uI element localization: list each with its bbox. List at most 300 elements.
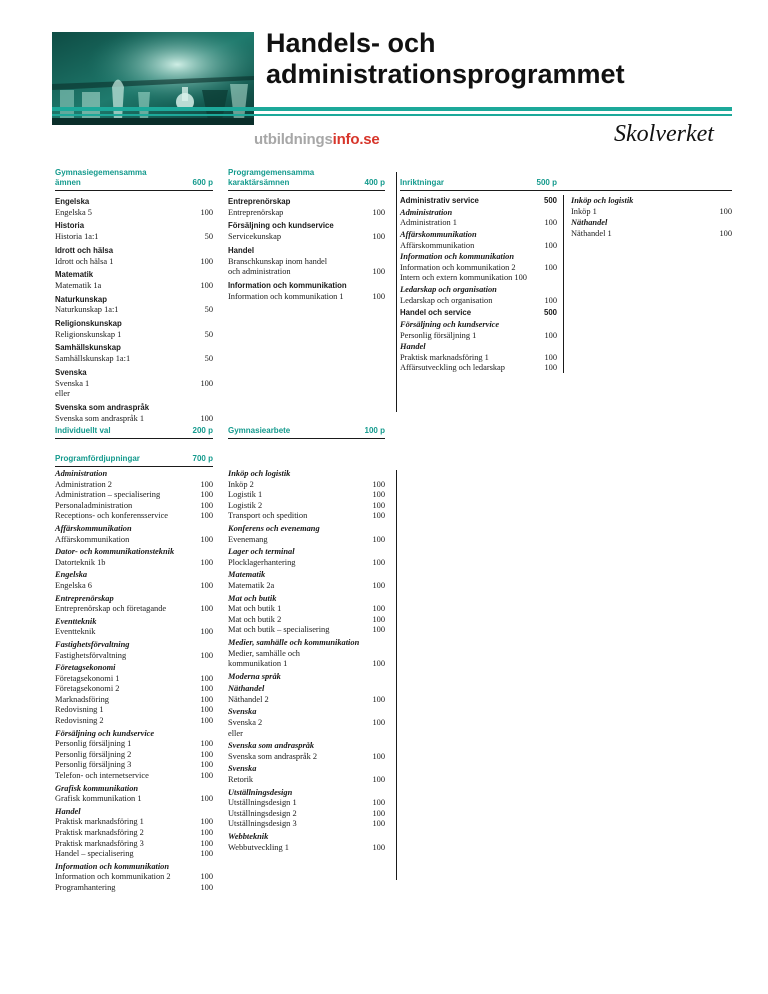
course-points: 100 [200, 760, 213, 770]
course-points: 100 [372, 479, 385, 489]
course-row [55, 849, 213, 860]
course-name: Servicekunskap [228, 232, 282, 242]
subject-title: Matematik [228, 570, 266, 580]
track-name: Administrativ service [400, 196, 479, 205]
agency-logo: Skolverket [614, 121, 714, 147]
course-name: och administration [228, 267, 291, 277]
course-points: 100 [200, 817, 213, 827]
course-name: Intern och extern kommunikation 100 [400, 273, 527, 283]
subject-title: Försäljning och kundservice [228, 221, 334, 231]
inriktningar-column-1 [400, 196, 557, 374]
course-name: Utställningsdesign 3 [228, 819, 297, 829]
course-points: 100 [719, 206, 732, 216]
course-name: Svenska som andraspråk 1 [55, 413, 145, 423]
course-row [228, 511, 385, 522]
course-points: 100 [372, 580, 385, 590]
course-row [400, 241, 557, 252]
course-name: Inköp 1 [571, 206, 597, 216]
inriktningar-column-2 [571, 196, 732, 239]
subject-group [55, 862, 213, 894]
course-name: Naturkunskap 1a:1 [55, 305, 119, 315]
subject-title: Eventteknik [55, 616, 97, 626]
subject-title: Inköp och logistik [571, 196, 634, 205]
course-row [55, 490, 213, 501]
accent-rule-top [52, 107, 732, 111]
section-title: Gymnasiegemensamma [55, 168, 147, 177]
section-points: 500 p [536, 178, 557, 187]
track-points: 500 [543, 196, 557, 205]
track-name: Handel och service [400, 308, 472, 318]
section-programfordjupningar [55, 454, 213, 467]
page-title [266, 28, 625, 90]
course-row [228, 208, 385, 219]
course-name: Samhällskunskap 1a:1 [55, 354, 131, 364]
subject-title: Företagsekonomi [55, 663, 116, 673]
course-name: Webbutveckling 1 [228, 842, 289, 852]
course-row [228, 819, 385, 830]
subject-title: Fastighetsförvaltning [55, 639, 130, 649]
course-points: 100 [200, 557, 213, 567]
course-row [55, 760, 213, 771]
subject-group [55, 295, 213, 316]
section-title-line2: karaktärsämnen [228, 178, 290, 187]
course-name: Administration – specialisering [55, 490, 161, 500]
course-points: 100 [200, 849, 213, 859]
subject-title: Administration [55, 469, 108, 478]
course-row [55, 581, 213, 592]
course-points: 100 [544, 218, 557, 228]
course-row [228, 257, 385, 268]
course-points: 50 [204, 305, 213, 315]
subject-title: Entreprenörskap [228, 197, 291, 206]
course-name: Programhantering [55, 882, 116, 892]
course-name: Idrott och hälsa 1 [55, 256, 114, 266]
track-title [400, 308, 557, 319]
course-row [228, 535, 385, 546]
course-row [400, 263, 557, 274]
section-header [55, 426, 213, 439]
course-name: Retorik [228, 775, 254, 785]
course-row [55, 257, 213, 268]
subject-title: Affärskommunikation [400, 229, 477, 239]
course-name: Personlig försäljning 1 [55, 739, 132, 749]
section-title: Inriktningar [400, 178, 445, 187]
course-points: 100 [372, 267, 385, 277]
course-row [228, 625, 385, 636]
course-name: Mat och butik 2 [228, 614, 282, 624]
subject-group [55, 246, 213, 267]
course-row [400, 273, 557, 284]
brand-logo-part1: utbildnings [254, 131, 333, 148]
course-points: 100 [372, 490, 385, 500]
subject-group [228, 832, 385, 853]
course-name: Svenska 1 [55, 378, 90, 388]
course-row [228, 232, 385, 243]
brand-logo [254, 131, 380, 148]
course-name: Historia 1a:1 [55, 232, 99, 242]
subject-group [228, 741, 385, 762]
course-name: Utställningsdesign 1 [228, 798, 297, 808]
subject-group [55, 524, 213, 545]
subject-group [228, 570, 385, 591]
course-row [228, 558, 385, 569]
course-points: 100 [200, 490, 213, 500]
course-points: 100 [544, 352, 557, 362]
course-row [228, 267, 385, 278]
course-name: Entreprenörskap och företagande [55, 604, 167, 614]
course-name: Branschkunskap inom handel [228, 256, 328, 266]
course-row [228, 581, 385, 592]
subject-title: Ledarskap och organisation [400, 284, 497, 294]
subject-title: Information och kommunikation [400, 252, 515, 262]
course-points: 100 [200, 207, 213, 217]
course-row [55, 684, 213, 695]
subject-title: Medier, samhälle och kommunikation [228, 637, 360, 647]
subject-group [228, 221, 385, 242]
course-points: 100 [200, 580, 213, 590]
subject-title: Moderna språk [228, 671, 281, 681]
section-header [400, 168, 732, 191]
course-name: Näthandel 2 [228, 694, 269, 704]
subject-title: Engelska [55, 570, 88, 580]
course-row [228, 490, 385, 501]
subject-group [55, 570, 213, 591]
course-row [55, 389, 213, 400]
course-points: 100 [544, 363, 557, 373]
section-programgemensamma [228, 168, 385, 305]
course-points: 100 [200, 604, 213, 614]
course-row [55, 501, 213, 512]
subject-group [55, 784, 213, 805]
course-name: Affärskommunikation [400, 240, 475, 250]
subject-group [228, 547, 385, 568]
section-points: 200 p [192, 426, 213, 435]
course-row [55, 604, 213, 615]
subject-title: Matematik [55, 270, 94, 280]
course-name: Ledarskap och organisation [400, 295, 493, 305]
course-name: Datorteknik 1b [55, 557, 106, 567]
course-points: 50 [204, 354, 213, 364]
subject-title: Naturkunskap [55, 294, 107, 304]
course-name: Mat och butik – specialisering [228, 625, 330, 635]
section-header [55, 454, 213, 467]
subject-group [228, 764, 385, 785]
column-divider [563, 195, 564, 373]
course-row [55, 535, 213, 546]
course-points: 100 [544, 262, 557, 272]
course-row [228, 659, 385, 670]
course-name: Eventteknik [55, 627, 96, 637]
course-name: Mat och butik 1 [228, 604, 282, 614]
course-row [228, 843, 385, 854]
subject-group [228, 246, 385, 278]
course-points: 100 [372, 207, 385, 217]
section-points: 700 p [192, 454, 213, 463]
course-name: Praktisk marknadsföring 2 [55, 828, 144, 837]
course-points: 100 [544, 330, 557, 340]
course-points: 100 [200, 650, 213, 660]
section-title: Individuellt val [55, 426, 111, 435]
course-row [55, 651, 213, 662]
course-points: 100 [372, 232, 385, 242]
course-name: Praktisk marknadsföring 1 [55, 817, 144, 827]
course-row [55, 872, 213, 883]
course-points: 100 [372, 842, 385, 852]
course-row [228, 798, 385, 809]
course-points: 100 [719, 228, 732, 238]
subject-title: Svenska som andraspråk [228, 741, 315, 751]
course-row [55, 414, 213, 425]
course-points: 100 [200, 378, 213, 388]
course-row [228, 501, 385, 512]
glassware-photo [52, 32, 254, 125]
course-name: Affärsutveckling och ledarskap [400, 363, 505, 373]
header-photo [52, 32, 254, 125]
section-header [55, 168, 213, 191]
subject-group [55, 594, 213, 615]
course-points: 100 [372, 819, 385, 829]
subject-group [55, 343, 213, 364]
course-name: Handel – specialisering [55, 849, 134, 859]
section-body [228, 197, 385, 302]
course-name: Administration 2 [55, 479, 112, 489]
course-name: Medier, samhälle och [228, 648, 300, 658]
course-row [55, 627, 213, 638]
course-name: Information och kommunikation 1 [228, 291, 344, 301]
course-row [228, 695, 385, 706]
course-points: 100 [372, 500, 385, 510]
course-name: Plocklagerhantering [228, 557, 296, 567]
course-name: eller [55, 389, 70, 399]
course-row [55, 739, 213, 750]
course-row [228, 718, 385, 729]
course-row [400, 353, 557, 364]
fordjupning-column-1 [55, 469, 213, 896]
course-points: 100 [372, 718, 385, 728]
subject-group [55, 640, 213, 661]
course-row [55, 305, 213, 316]
subject-title: Religionskunskap [55, 318, 122, 328]
course-points: 100 [200, 838, 213, 848]
course-name: Administration 1 [400, 218, 457, 228]
course-points: 100 [200, 705, 213, 715]
course-points: 100 [372, 659, 385, 669]
course-name: Personaladministration [55, 500, 133, 510]
course-row [228, 604, 385, 615]
course-points: 100 [372, 808, 385, 818]
subject-group [55, 547, 213, 568]
section-individuellt-val [55, 426, 213, 439]
subject-title: Handel [228, 245, 254, 255]
course-points: 100 [200, 479, 213, 489]
subject-title: Svenska [55, 367, 87, 377]
section-title: Programfördjupningar [55, 454, 140, 463]
subject-title: Konferens och evenemang [228, 523, 320, 533]
subject-title: Information och kommunikation [55, 861, 170, 871]
course-name: Affärskommunikation [55, 534, 130, 544]
course-points: 100 [372, 614, 385, 624]
page-title-line2: administrationsprogrammet [266, 59, 625, 89]
subject-title: Försäljning och kundservice [400, 319, 500, 329]
subject-title: Information och kommunikation [228, 280, 347, 290]
course-points: 100 [544, 240, 557, 250]
course-name: Religionskunskap 1 [55, 329, 122, 339]
course-name: Näthandel 1 [571, 228, 612, 238]
course-name: Personlig försäljning 3 [55, 760, 132, 770]
course-row [55, 716, 213, 727]
course-points: 100 [372, 694, 385, 704]
course-points: 100 [372, 534, 385, 544]
course-name: Engelska 6 [55, 580, 92, 590]
subject-group [228, 197, 385, 218]
course-points: 100 [200, 627, 213, 637]
course-points: 100 [200, 673, 213, 683]
course-points: 100 [200, 500, 213, 510]
section-points: 400 p [364, 178, 385, 187]
subject-title: Inköp och logistik [228, 469, 291, 478]
subject-group [55, 617, 213, 638]
course-name: Marknadsföring [55, 694, 109, 704]
fordjupning-column-2 [228, 469, 385, 855]
course-row [55, 330, 213, 341]
subject-title: Utställningsdesign [228, 787, 293, 797]
course-name: Praktisk marknadsföring 1 [400, 352, 489, 362]
subject-title: Svenska [228, 707, 257, 717]
subject-group [55, 807, 213, 860]
course-row [228, 809, 385, 820]
section-points: 600 p [192, 178, 213, 187]
course-row [228, 649, 385, 660]
course-points: 100 [200, 534, 213, 544]
track-points: 500 [543, 308, 557, 318]
accent-rule-bottom [52, 114, 732, 116]
course-name: Matematik 1a [55, 280, 102, 290]
course-points: 100 [200, 739, 213, 749]
course-row [228, 752, 385, 763]
course-name: Personlig försäljning 2 [55, 749, 132, 759]
subject-group [55, 319, 213, 340]
subject-group [55, 197, 213, 218]
course-name: Logistik 2 [228, 500, 263, 510]
subject-group [228, 707, 385, 739]
course-row [55, 883, 213, 894]
course-name: Telefon- och internetservice [55, 771, 149, 781]
course-points: 100 [200, 794, 213, 804]
course-row [55, 379, 213, 390]
subject-title: Näthandel [228, 684, 265, 694]
course-row [55, 750, 213, 761]
course-name: Företagsekonomi 1 [55, 673, 120, 683]
course-row [400, 296, 557, 307]
course-points: 100 [200, 413, 213, 423]
course-row [55, 839, 213, 850]
course-name: Personlig försäljning 1 [400, 330, 477, 340]
course-points: 100 [372, 751, 385, 761]
course-row [55, 511, 213, 522]
subject-title: Svenska som andraspråk [55, 402, 150, 412]
subject-group [228, 788, 385, 830]
course-name: Engelska 5 [55, 207, 92, 217]
brand-logo-part2: info.se [332, 131, 380, 148]
course-name: Receptions- och konferensservice [55, 511, 169, 521]
subject-group [55, 368, 213, 400]
course-name: Företagsekonomi 2 [55, 684, 120, 694]
subject-group [55, 469, 213, 522]
course-name: Transport och spedition [228, 511, 308, 521]
subject-title: Historia [55, 221, 85, 231]
subject-group [228, 524, 385, 545]
course-points: 100 [200, 882, 213, 892]
subject-title: Webbteknik [228, 832, 269, 841]
section-title: Programgemensamma [228, 168, 315, 177]
subject-title: Entreprenörskap [55, 593, 114, 603]
subject-title: Idrott och hälsa [55, 245, 114, 255]
course-row [55, 705, 213, 716]
course-row [228, 480, 385, 491]
course-row [55, 354, 213, 365]
subject-title: Grafisk kommunikation [55, 783, 139, 793]
course-row [55, 695, 213, 706]
course-name: Information och kommunikation 2 [400, 262, 516, 272]
course-row [228, 775, 385, 786]
section-header [228, 168, 385, 191]
course-name: Utställningsdesign 2 [228, 808, 297, 818]
course-points: 100 [200, 828, 213, 837]
subject-title: Näthandel [571, 218, 608, 228]
course-name: Grafisk kommunikation 1 [55, 794, 142, 804]
course-points: 100 [372, 291, 385, 301]
course-points: 100 [200, 694, 213, 704]
subject-group [228, 672, 385, 683]
subject-group [228, 594, 385, 636]
subject-group [228, 281, 385, 302]
subject-title: Svenska [228, 764, 257, 774]
subject-group [55, 221, 213, 242]
course-points: 100 [372, 798, 385, 808]
course-name: Entreprenörskap [228, 207, 284, 217]
subject-group [55, 403, 213, 424]
course-name: Information och kommunikation 2 [55, 872, 171, 882]
course-points: 100 [372, 557, 385, 567]
course-row [400, 331, 557, 342]
section-header [228, 426, 385, 439]
subject-title: Mat och butik [228, 593, 277, 603]
course-points: 100 [200, 280, 213, 290]
course-name: eller [228, 728, 243, 738]
subject-group [55, 729, 213, 782]
subject-group [228, 684, 385, 705]
course-name: Redovisning 1 [55, 705, 104, 715]
section-title: Gymnasiearbete [228, 426, 291, 435]
subject-title: Handel [55, 806, 81, 816]
subject-title: Dator- och kommunikationsteknik [55, 547, 175, 557]
course-points: 100 [200, 872, 213, 882]
track-title [400, 196, 557, 207]
course-points: 100 [200, 716, 213, 726]
course-row [400, 218, 557, 229]
course-name: Logistik 1 [228, 490, 263, 500]
course-name: Evenemang [228, 534, 268, 544]
course-name: Fastighetsförvaltning [55, 650, 127, 660]
column-divider [396, 470, 397, 880]
course-points: 100 [372, 775, 385, 785]
course-row [55, 480, 213, 491]
course-points: 100 [372, 604, 385, 614]
subject-title: Engelska [55, 197, 90, 206]
subject-group [55, 270, 213, 291]
course-row [55, 794, 213, 805]
course-name: Redovisning 2 [55, 716, 104, 726]
